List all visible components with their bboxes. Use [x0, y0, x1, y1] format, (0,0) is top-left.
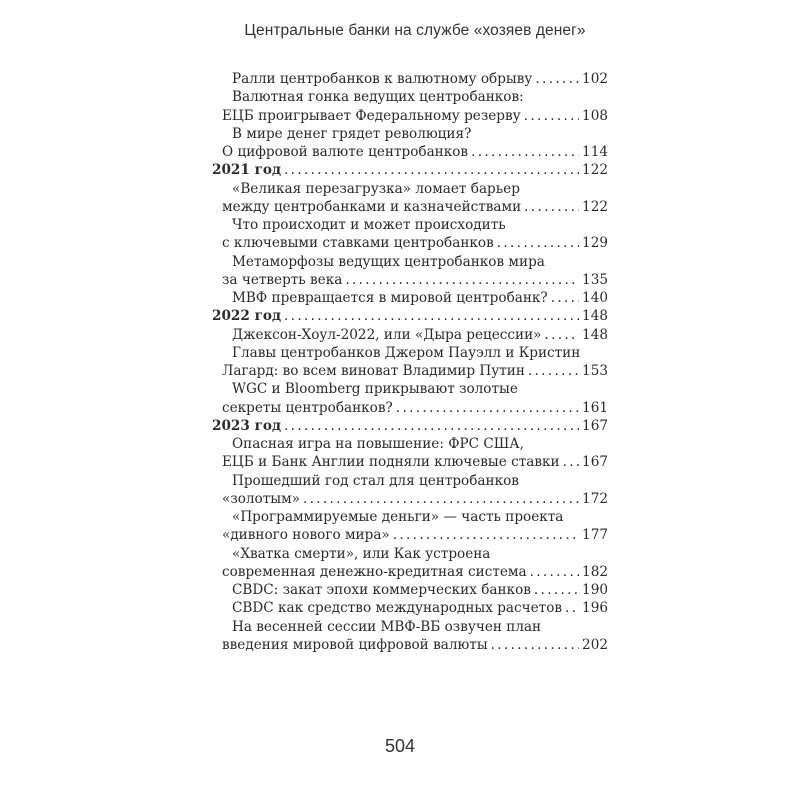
toc-entry-title: Джексон-Хоул-2022, или «Дыра рецессии» — [232, 326, 542, 343]
dot-leader — [524, 107, 579, 125]
toc-entry-title: WGC и Bloomberg прикрывают золотые — [232, 381, 518, 398]
toc-line — [212, 417, 608, 435]
dot-leader — [530, 563, 579, 581]
dot-leader — [284, 307, 579, 325]
toc-line — [212, 362, 608, 380]
toc-entry-title: CBDC: закат эпохи коммерческих банков — [232, 582, 531, 598]
toc-entry-title: Что происходит и может происходить — [232, 217, 506, 233]
toc-entry-title: с ключевыми ставками центробанков — [222, 235, 494, 252]
dot-leader — [534, 581, 579, 599]
toc-page-number: 190 — [582, 582, 608, 598]
toc-entry-title: На весенней сессии МВФ-ВБ озвучен план — [232, 618, 542, 635]
toc-line — [212, 526, 608, 544]
toc-line — [212, 399, 608, 417]
toc-entry — [212, 344, 608, 381]
toc-line — [212, 545, 608, 563]
dot-leader — [528, 362, 579, 380]
toc-entry-title: 2021 год — [212, 162, 282, 179]
toc-entry-title: «Хватка смерти», или Как устроена — [232, 545, 491, 562]
toc-line — [212, 88, 608, 106]
dot-leader — [497, 234, 579, 252]
toc-section-heading — [212, 307, 608, 325]
toc-page-number: 140 — [582, 290, 608, 306]
toc-entry-title: секреты центробанков? — [222, 399, 393, 416]
toc-page-number: 129 — [582, 235, 608, 252]
toc-page-number: 114 — [582, 144, 608, 160]
toc-page-number: 161 — [582, 399, 608, 416]
toc-entry — [212, 326, 608, 344]
toc-line — [212, 563, 608, 581]
toc-entry — [212, 435, 608, 472]
toc-entry-title: «Великая перезагрузка» ломает барьер — [232, 180, 520, 197]
toc-entry — [212, 599, 608, 617]
toc-entry — [212, 289, 608, 307]
toc-section-heading — [212, 161, 608, 179]
toc-entry — [212, 618, 608, 655]
toc-entry-title: Ралли центробанков к валютному обрыву — [232, 71, 533, 87]
toc-line — [212, 198, 608, 216]
toc-entry-title: Метаморфозы ведущих центробанков мира — [232, 253, 545, 270]
toc-entry-title: Валютная гонка ведущих центробанков: — [232, 89, 524, 106]
toc-page-number: 148 — [582, 308, 608, 325]
toc-entry — [212, 508, 608, 545]
toc-page-number: 122 — [582, 162, 608, 179]
toc-line — [212, 472, 608, 490]
dot-leader — [396, 399, 579, 417]
toc-entry-title: В мире денег грядет революция? — [232, 125, 472, 142]
toc-entry-title: введения мировой цифровой валюты — [222, 636, 488, 653]
toc-page-number: 167 — [582, 417, 608, 434]
toc-entry-title: О цифровой валюте центробанков — [222, 144, 469, 160]
toc-entry — [212, 380, 608, 417]
toc-line — [212, 216, 608, 234]
toc-line — [212, 508, 608, 526]
dot-leader — [563, 453, 579, 471]
toc-entry-title: ЕЦБ и Банк Англии подняли ключевые ставки — [222, 454, 560, 471]
toc-line — [212, 380, 608, 398]
toc-line — [212, 581, 608, 599]
toc-entry — [212, 472, 608, 509]
toc-line — [212, 289, 608, 307]
toc-entry-title: 2022 год — [212, 308, 282, 325]
toc-line — [212, 490, 608, 508]
toc-line — [212, 180, 608, 198]
toc-line — [212, 453, 608, 471]
toc-line — [212, 253, 608, 271]
toc-line — [212, 143, 608, 161]
toc-entry-title: за четверть века — [222, 271, 343, 288]
toc-entry-title: 2023 год — [212, 417, 282, 434]
toc-entry-title: «дивного нового мира» — [222, 527, 390, 544]
toc-page-number: 182 — [582, 563, 608, 580]
toc-entry — [212, 216, 608, 253]
toc-line — [212, 107, 608, 125]
toc-entry — [212, 253, 608, 290]
dot-leader — [284, 161, 579, 179]
toc-line — [212, 161, 608, 179]
dot-leader — [471, 143, 579, 161]
toc-page-number: 153 — [582, 363, 608, 379]
toc-section-heading — [212, 417, 608, 435]
toc-entry-title: «Программируемые деньги» — часть проекта — [232, 509, 564, 525]
page-number: 504 — [384, 736, 416, 756]
dot-leader — [303, 490, 579, 508]
dot-leader — [491, 636, 579, 654]
toc-entry-title: Лагард: во всем виноват Владимир Путин — [222, 363, 525, 379]
toc-line — [212, 307, 608, 325]
toc-page-number: 102 — [582, 71, 608, 87]
dot-leader — [345, 271, 579, 289]
toc-entry-title: между центробанками и казначействами — [222, 198, 522, 215]
toc-entry-title: ЕЦБ проигрывает Федеральному резерву — [222, 107, 521, 124]
toc-line — [212, 326, 608, 344]
toc-page-number: 167 — [582, 454, 608, 471]
toc-page-number: 172 — [582, 490, 608, 507]
dot-leader — [544, 326, 579, 344]
toc-entry — [212, 70, 608, 88]
toc-line — [212, 435, 608, 453]
dot-leader — [535, 70, 579, 88]
table-of-contents — [212, 70, 608, 654]
toc-entry-title: «золотым» — [222, 490, 300, 507]
toc-entry-title: CBDC как средство международных расчетов — [232, 600, 563, 617]
toc-line — [212, 125, 608, 143]
dot-leader — [284, 417, 579, 435]
toc-entry-title: МВФ превращается в мировой центробанк? — [232, 290, 548, 306]
toc-page-number: 135 — [582, 271, 608, 288]
toc-page-number: 202 — [582, 636, 608, 653]
toc-entry — [212, 180, 608, 217]
toc-entry-title: Главы центробанков Джером Пауэлл и Кристин — [232, 344, 581, 361]
toc-page-number: 108 — [582, 107, 608, 124]
toc-entry-title: Опасная игра на повышение: ФРС США, — [232, 436, 524, 452]
dot-leader — [393, 526, 579, 544]
toc-line — [212, 234, 608, 252]
toc-entry — [212, 581, 608, 599]
toc-line — [212, 271, 608, 289]
toc-line — [212, 599, 608, 617]
toc-entry — [212, 88, 608, 125]
toc-entry-title: Прошедший год стал для центробанков — [232, 472, 519, 489]
toc-line — [212, 636, 608, 654]
toc-page-number: 177 — [582, 527, 608, 544]
toc-line — [212, 70, 608, 88]
toc-entry — [212, 545, 608, 582]
dot-leader — [524, 198, 579, 216]
dot-leader — [565, 599, 579, 617]
toc-line — [212, 344, 608, 362]
toc-page-number: 122 — [582, 198, 608, 215]
toc-line — [212, 618, 608, 636]
dot-leader — [551, 289, 579, 307]
toc-entry — [212, 125, 608, 162]
toc-page-number: 148 — [582, 326, 608, 343]
toc-entry-title: современная денежно-кредитная система — [222, 563, 527, 580]
running-header: Центральные банки на службе «хозяев денег» — [244, 22, 586, 39]
toc-page-number: 196 — [582, 600, 608, 617]
